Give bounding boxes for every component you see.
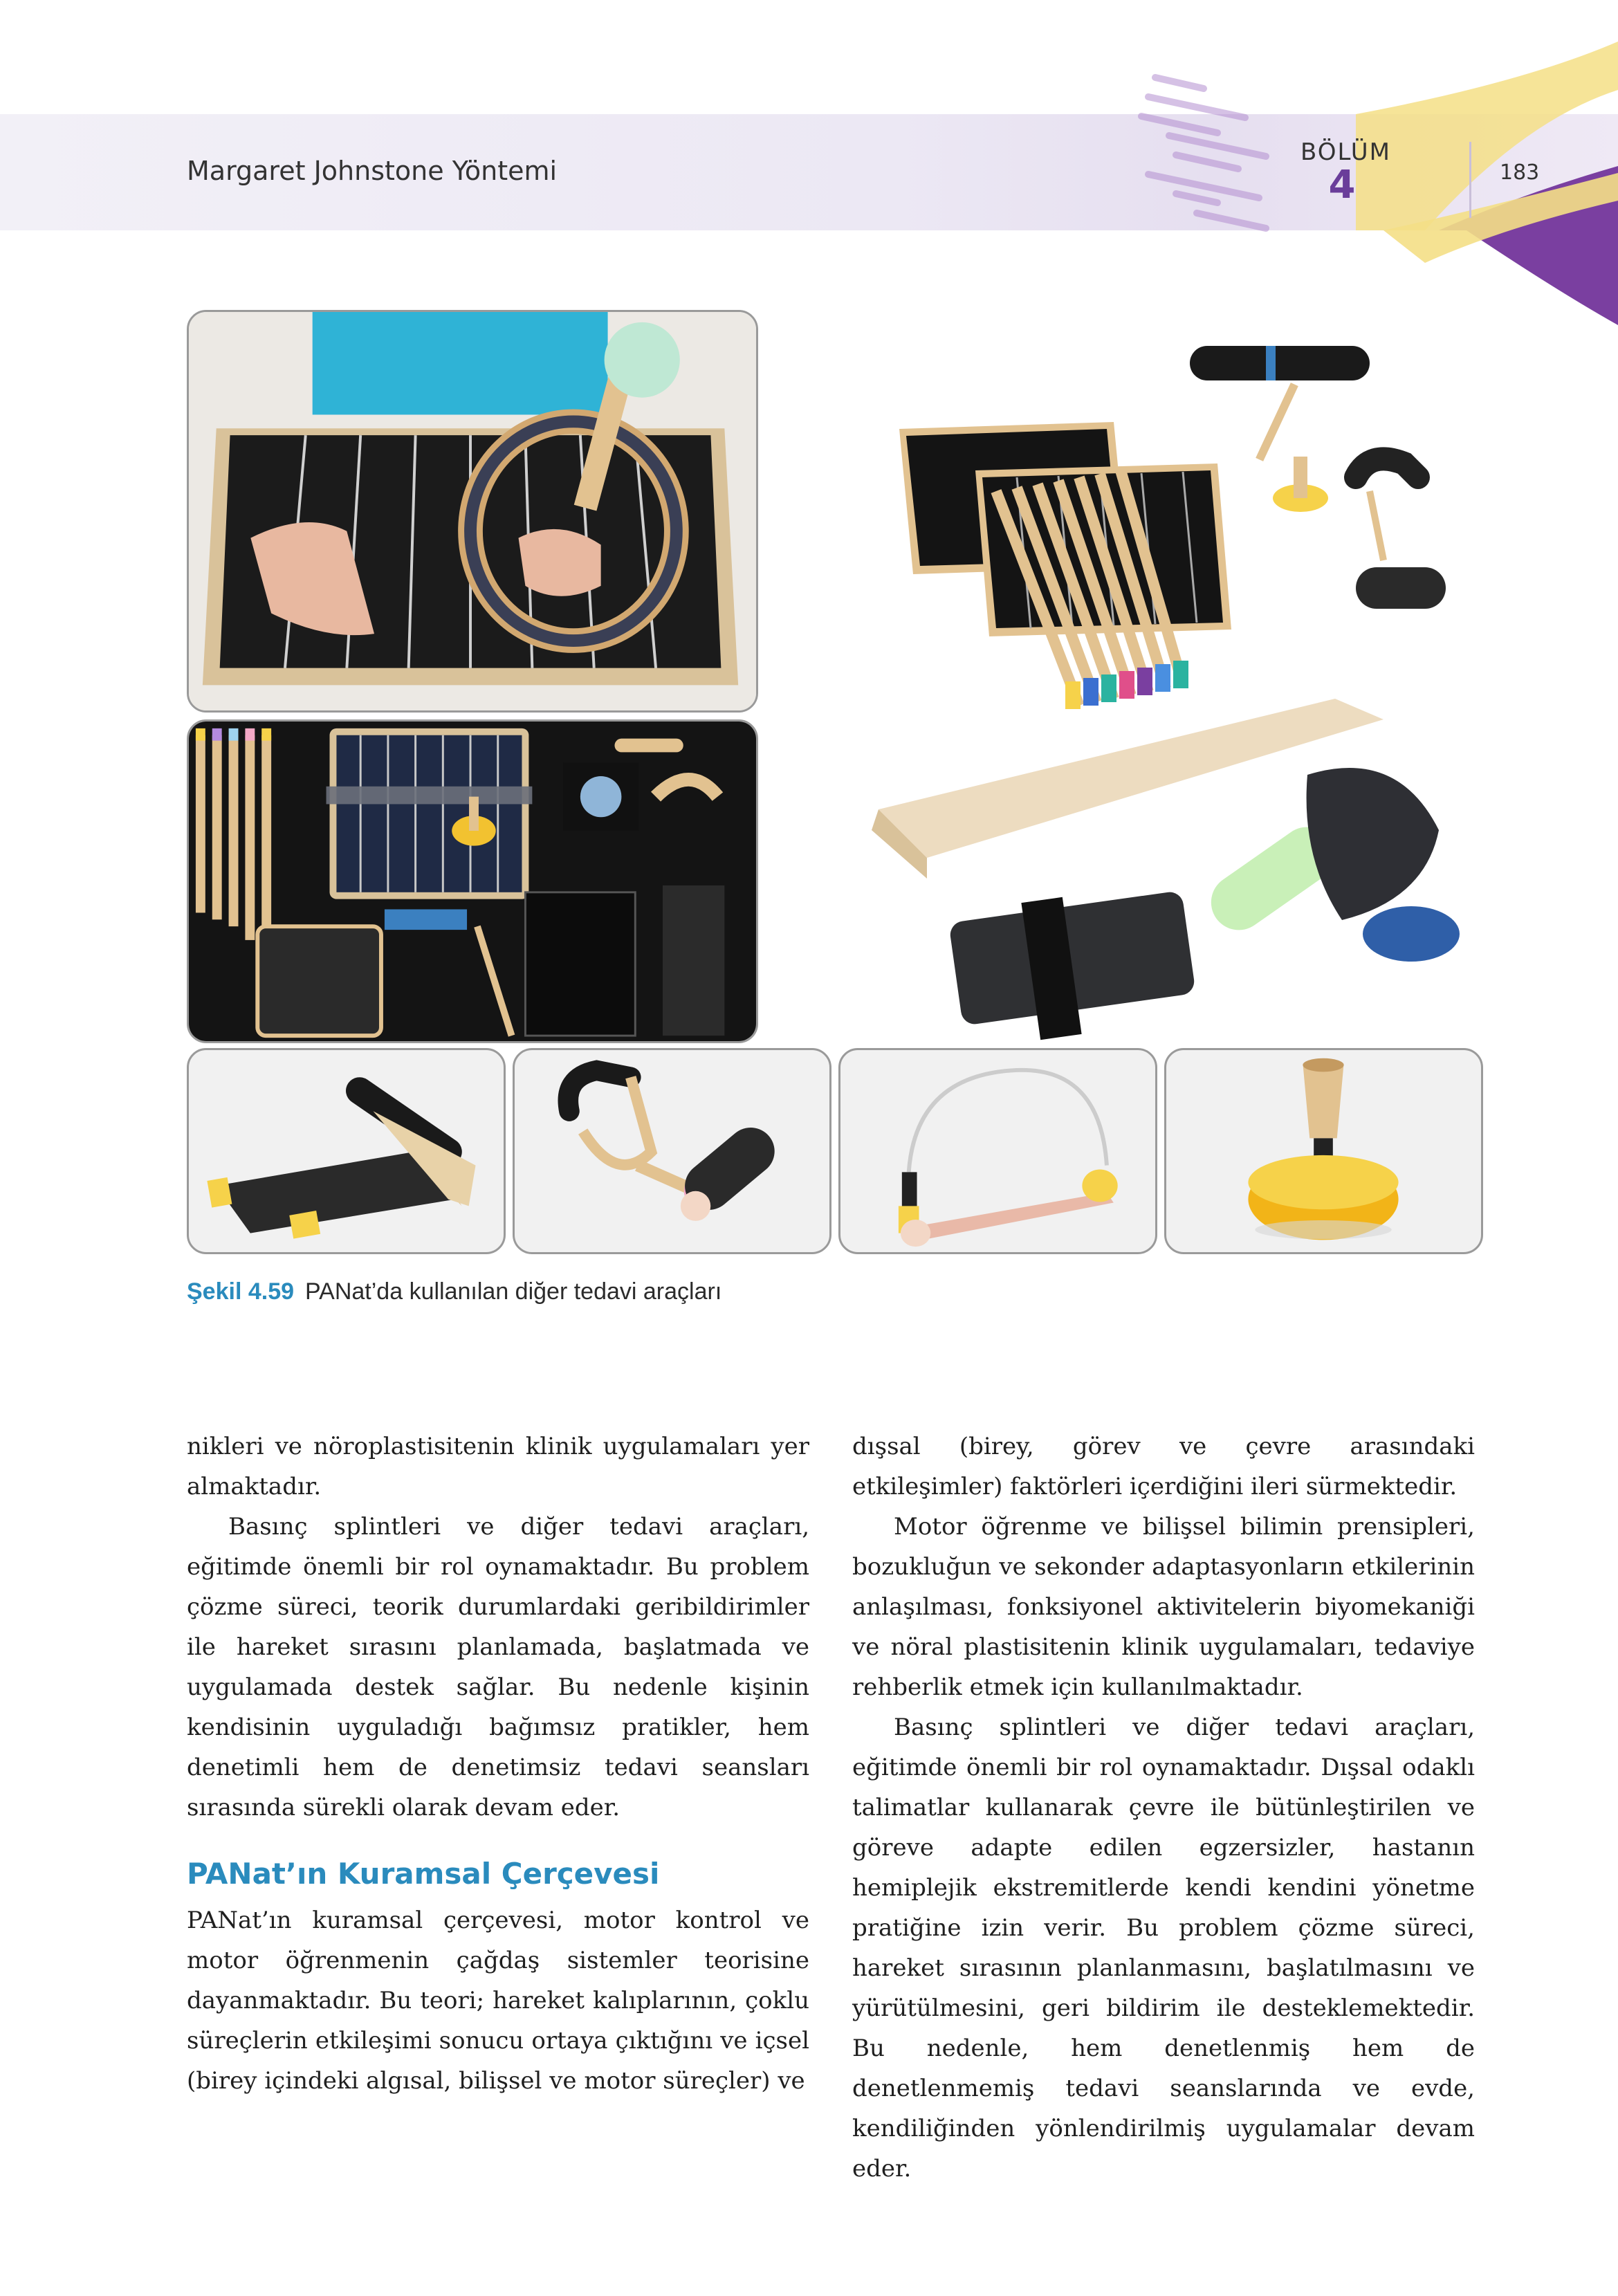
photo-peg-base (1164, 1048, 1483, 1254)
header-divider (1469, 142, 1471, 218)
paragraph: Basınç splintleri ve diğer tedavi araçları, eğitimde önemli bir rol oynamaktadır. Dışsal odaklı talimatlar kullanarak çevre ile bütünleştirilen ve göreve adapte edilen egzersizler, hastanın hemiplejik ekstremitlerde kendi kendini yönetme pratiğine izin verir. Bu problem çözme süreci, hareket sırasının planlanmasını, başlatılmasını ve yürütülmesini, geri bildirim ile desteklemektedir. Bu nedenle, hem denetlenmiş hem de denetlenmemiş tedavi seanslarında ve evde, kendiliğinden yönlendirilmiş uygulamalar devam eder. (852, 1714, 1475, 2183)
photo-stirrup-roller (513, 1048, 831, 1254)
section-heading: PANat’ın Kuramsal Çerçevesi (187, 1857, 660, 1891)
chapter-label: BÖLÜM (1300, 138, 1391, 166)
photo-equipment-set (187, 719, 758, 1043)
text-column-left (187, 1426, 809, 2101)
photo-wedge-handle (187, 1048, 506, 1254)
paragraph: dışsal (birey, görev ve çevre arasındaki etkileşimler) faktörleri içerdiğini ileri sürmektedir. (852, 1433, 1475, 1500)
running-title: Margaret Johnstone Yöntemi (187, 156, 558, 186)
paragraph: PANat’ın kuramsal çerçevesi, motor kontrol ve motor öğrenmenin çağdaş sistemler teorisine dayanmaktadır. Bu teori; hareket kalıplarının, çoklu süreçlerin etkileşimi sonucu ortaya çıktığını ve içsel (birey içindeki algısal, bilişsel ve motor süreçler) ve (187, 1907, 809, 2095)
figure-number: Şekil 4.59 (187, 1278, 295, 1305)
photo-assorted-tools (858, 332, 1494, 1051)
figure-caption-text: PANat’da kullanılan diğer tedavi araçları (305, 1278, 722, 1305)
paragraph: Basınç splintleri ve diğer tedavi araçları, eğitimde önemli bir rol oynamaktadır. Bu problem çözme süreci, teorik durumlardaki geribildirimler ile hareket sırasını planlamada, başlatmada ve uygulamada destek sağlar. Bu nedenle kişinin kendisinin uyguladığı bağımsız pratikler, hem denetimli hem de denetimsiz tedavi seansları sırasında sürekli olarak devam eder. (187, 1513, 809, 1821)
paragraph: nikleri ve nöroplastisitenin klinik uygulamaları yer almaktadır. (187, 1433, 809, 1500)
chapter-indicator (1300, 138, 1391, 208)
text-column-right (852, 1426, 1475, 2189)
figure-caption (187, 1278, 721, 1305)
photo-board-with-roller (187, 310, 758, 713)
chapter-number: 4 (1328, 163, 1356, 208)
photo-wire-frame (838, 1048, 1157, 1254)
paragraph: Motor öğrenme ve bilişsel bilimin prensipleri, bozukluğun ve sekonder adaptasyonların etkilerinin anlaşılması, fonksiyonel aktivitelerin biyomekaniği ve nöral plastisitenin klinik uygulamaları, tedaviye rehberlik etmek için kullanılmaktadır. (852, 1513, 1475, 1701)
page-number: 183 (1500, 160, 1540, 185)
